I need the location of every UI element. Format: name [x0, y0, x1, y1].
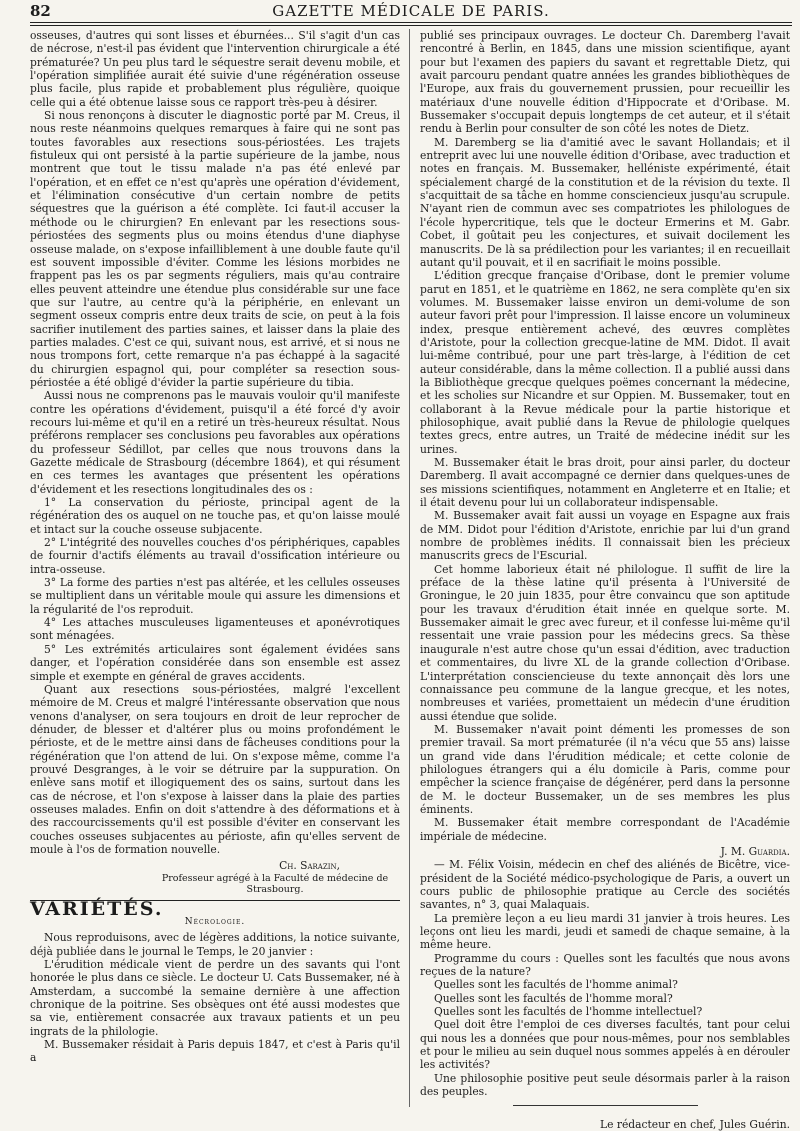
list-item: 2° L'intégrité des nouvelles couches d'os périphériques, capables de fournir d'actifs éléments au travail d'ossification intérieure ou intra-osseuse. — [30, 536, 400, 576]
paragraph: Programme du cours : Quelles sont les facultés que nous avons reçues de la nature? — [420, 951, 790, 979]
list-item: 1° La conservation du périoste, principal agent de la régénération des os auquel on ne touche pas, et qu'on laisse moulé et intact sur la couche osseuse subjacente. — [30, 496, 400, 536]
list-item: 4° Les attaches musculeuses ligamenteuses et aponévrotiques sont ménagées. — [30, 616, 400, 643]
right-column — [420, 29, 790, 1131]
editor-line: Le rédacteur en chef, Jules Guérin. — [600, 1117, 790, 1131]
paragraph: Si nous renonçons à discuter le diagnostic porté par M. Creus, il nous reste néanmoins quelques remarques à faire qui ne sont pas toutes favorables aux resections sous-périostées. Les trajets fistuleux qui ont persisté à la partie supérieure de la jambe, nous montrent que tout le tissu malade n'a pas été enlevé par l'opération, et en effet ce n'est qu'après une opération d'évidement, et l'élimination consécutive d'un certain nombre de petits séquestres que la guérison a été complète. Ici faut-il accuser la méthode ou le chirurgien? En enlevant par les resections sous-périostées des segments plus ou moins étendus d'une diaphyse osseuse malade, on s'expose infailliblement à une double faute qu'il est souvent impossible d'éviter. Comme les lésions morbides ne frappent pas les os par segments réguliers, mais qu'au contraire elles peuvent atteindre une étendue plus considérable sur une face que sur l'autre, au centre qu'à la périphérie, en enlevant un segment osseux compris entre deux traits de scie, on peut à la fois sacrifier inutilement des parties saines, et laisser dans la plaie des parties malades. C'est ce qui, suivant nous, est arrivé, et si nous ne nous trompons fort, cette remarque n'a pas échappé à la sagacité du chirurgien espagnol qui, pour compléter sa resection sous-périostée a été obligé d'évider la partie supérieure du tibia. — [30, 109, 400, 389]
paragraph: publié ses principaux ouvrages. Le docteur Ch. Daremberg l'avait rencontré à Berlin, en 1845, dans une mission scientifique, ayant pour but l'examen des papiers du savant et regrettable Dietz, qui avait parcouru pendant quatre années les grandes bibliothèques de l'Europe, aux frais du gouvernement prussien, pour recueillir les matériaux d'une nouvelle édition d'Hippocrate et d'Oribase. M. Bussemaker s'occupait depuis longtemps de cet auteur, et il s'était rendu à Berlin pour consulter de son côté les notes de Dietz. — [420, 29, 790, 136]
list-item: 3° La forme des parties n'est pas altérée, et les cellules osseuses se multiplient dans un véritable moule qui assure les dimensions et la régularité de l'os reproduit. — [30, 576, 400, 616]
author-signature: J. M. Guardia. — [720, 844, 790, 858]
paragraph: L'érudition médicale vient de perdre un des savants qui l'ont honorée le plus dans ce siècle. Le docteur U. Cats Bussemaker, né à Amsterdam, a succombé la semaine dernière à une affection chronique de la poitrine. Ses obsèques ont été aussi modestes que sa vie, entièrement consacrée aux travaux patients et un peu ingrats de la philologie. — [30, 958, 400, 1038]
left-column — [30, 29, 400, 1109]
list-item: Quelles sont les facultés de l'homme animal? — [434, 978, 678, 992]
paragraph: Cet homme laborieux était né philologue. Il suffit de lire la préface de la thèse latine qu'il présenta à l'Université de Groningue, le 20 juin 1835, pour être convaincu que son aptitude pour les travaux d'érudition était innée en quelque sorte. M. Bussemaker aimait le grec avec fureur, et il confesse lui-même qu'il ressentait une vraie passion pour les médecins grecs. Sa thèse inaugurale n'est autre chose qu'un essai d'édition, avec traduction et commentaires, du livre XL de la grande collection d'Oribase. L'interprétation consciencieuse du texte annonçait dès lors une connaissance peu commune de la langue grecque, et les notes, nombreuses et variées, promettaient un médecin d'une érudition aussi étendue que solide. — [420, 562, 790, 723]
paragraph: M. Bussemaker était le bras droit, pour ainsi parler, du docteur Daremberg. Il avait accompagné ce dernier dans quelques-unes de ses missions scientifiques, notamment en Angleterre et en Italie; et il était devenu pour lui un collaborateur indispensable. — [420, 456, 790, 510]
header-rule — [30, 22, 792, 23]
page-header — [30, 2, 792, 24]
paragraph: Nous reproduisons, avec de légères additions, la notice suivante, déjà publiée dans le journal le Temps, le 20 janvier : — [30, 931, 400, 958]
section-title: VARIÉTÉS. — [30, 897, 164, 920]
list-item: Quel doit être l'emploi de ces diverses facultés, tant pour celui qui nous les a données que pour nous-mêmes, pour nos semblables et pour le milieu au sein duquel nous sommes appelés à en dérouler les activités? — [420, 1018, 790, 1072]
journal-title: GAZETTE MÉDICALE DE PARIS. — [272, 2, 550, 20]
author-affiliation: Professeur agrégé à la Faculté de médecine de Strasbourg. — [161, 872, 389, 895]
paragraph: — M. Félix Voisin, médecin en chef des aliénés de Bicêtre, vice-président de la Société médico-psychologique de Paris, a ouvert un cours public de philosophie pratique au Cercle des sociétés savantes, n° 3, quai Malaquais. — [420, 858, 790, 912]
paragraph: M. Bussemaker n'avait point démenti les promesses de son premier travail. Sa mort prématurée (il n'a vécu que 55 ans) laisse un grand vide dans l'érudition médicale; et cette colonie de philologues étrangers qui a élu domicile à Paris, comme pour empêcher la science française de dégénérer, perd dans la personne de M. le docteur Bussemaker, un de ses membres les plus éminents. — [420, 722, 790, 816]
paragraph: Une philosophie positive peut seule désormais parler à la raison des peuples. — [420, 1071, 790, 1099]
paragraph: L'édition grecque française d'Oribase, dont le premier volume parut en 1851, et le quatrième en 1862, ne sera complète qu'en six volumes. M. Bussemaker laisse environ un demi-volume de son auteur favori prêt pour l'impression. Il laisse encore un volumineux index, presque entièrement achevé, des œuvres complètes d'Aristote, pour la collection grecque-latine de MM. Didot. Il avait lui-même contribué, pour une part très-large, à l'édition de cet auteur considérable, dans la même collection. Il a publié aussi dans la Bibliothèque grecque quelques poëmes concernant la médecine, et les scholies sur Nicandre et sur Oppien. M. Bussemaker, tout en collaborant à la Revue médicale pour la partie historique et philosophique, avait publié dans la Revue de philologie quelques textes grecs, entre autres, un Traité de médecine inédit sur les urines. — [420, 269, 790, 456]
paragraph: osseuses, d'autres qui sont lisses et éburnées... S'il s'agit d'un cas de nécrose, n'est-il pas évident que l'intervention chirurgicale a été prématurée? Un peu plus tard le séquestre serait devenu mobile, et l'opération simplifiée aurait été suivie d'une régénération osseuse plus facile, plus rapide et probablement plus régulière, quoique celle qui a été obtenue laisse sous ce rapport très-peu à désirer. — [30, 29, 400, 109]
paragraph: M. Daremberg se lia d'amitié avec le savant Hollandais; et il entreprit avec lui une nouvelle édition d'Oribase, avec traduction et notes en français. M. Bussemaker, helléniste expérimenté, était spécialement chargé de la constitution et de la révision du texte. Il s'acquittait de sa tâche en homme consciencieux jusqu'au scrupule. N'ayant rien de commun avec ses compatriotes les philologues de l'école hypercritique, tels que le docteur Ermerins et M. Gabr. Cobet, il goûtait peu les conjectures, et suivait docilement les manuscrits. De là sa prédilection pour les variantes; il en recueillait autant qu'il pouvait, et il en sacrifiait le moins possible. — [420, 135, 790, 269]
list-item: Quelles sont les facultés de l'homme moral? — [434, 991, 673, 1005]
header-rule-thin — [30, 25, 792, 26]
list-item: Quelles sont les facultés de l'homme intellectuel? — [434, 1005, 703, 1019]
paragraph: Quant aux resections sous-périostées, malgré l'excellent mémoire de M. Creus et malgré l'intéressante observation que nous venons d'analyser, on sera toujours en droit de leur reprocher de dénuder, de blesser et d'altérer plus ou moins profondément le périoste, et de le mettre ainsi dans de fâcheuses conditions pour la régénération que l'on attend de lui. On s'expose même, comme l'a prouvé Desgranges, à le voir se détruire par la suppuration. On enlève sans motif et illogiquement des os sains, surtout dans les cas de nécrose, et l'on s'expose à laisser dans la plaie des parties osseuses malades. Enfin on doit s'attendre à des déformations et à des raccourcissements qu'il est possible d'éviter en conservant les couches osseuses subjacentes au périoste, afin qu'elles servent de moule à l'os de formation nouvelle. — [30, 682, 400, 856]
paragraph: La première leçon a eu lieu mardi 31 janvier à trois heures. Les leçons ont lieu les mardi, jeudi et samedi de chaque semaine, à la même heure. — [420, 911, 790, 952]
section-subtitle: Nécrologie. — [184, 917, 246, 927]
closing-rule — [513, 1105, 698, 1106]
page-number: 82 — [30, 2, 51, 20]
column-divider — [409, 29, 410, 1107]
paragraph: M. Bussemaker était membre correspondant de l'Académie impériale de médecine. — [420, 816, 790, 843]
author-signature: Ch. Sarazin, — [279, 859, 340, 873]
paragraph: M. Bussemaker résidait à Paris depuis 1847, et c'est à Paris qu'il a — [30, 1038, 400, 1065]
paragraph: M. Bussemaker avait fait aussi un voyage en Espagne aux frais de MM. Didot pour l'édition d'Aristote, enrichie par lui d'un grand nombre de problèmes inédits. Il connaissait bien les précieux manuscrits grecs de l'Escurial. — [420, 509, 790, 563]
paragraph: Aussi nous ne comprenons pas le mauvais vouloir qu'il manifeste contre les opérations d'évidement, puisqu'il a été forcé d'y avoir recours lui-même et qu'il en a retiré un très-heureux résultat. Nous préférons remplacer ses conclusions peu favorables aux opérations du professeur Sédillot, par celles que nous trouvons dans la Gazette médicale de Strasbourg (décembre 1864), et qui résument en ces termes les avantages que présentent les opérations d'évidement et les resections longitudinales des os : — [30, 389, 400, 496]
list-item: 5° Les extrémités articulaires sont également évidées sans danger, et l'opération considérée dans son ensemble est assez simple et exempte en général de graves accidents. — [30, 642, 400, 683]
